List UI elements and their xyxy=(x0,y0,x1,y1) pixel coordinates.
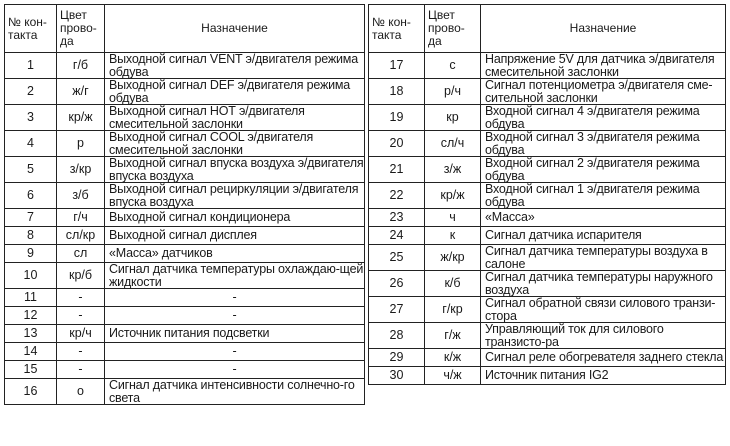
table-row xyxy=(369,245,726,271)
table-row xyxy=(5,263,365,289)
wire-color-cell: г/кр xyxy=(425,297,481,323)
table-row xyxy=(369,183,726,209)
table-row xyxy=(369,79,726,105)
table-row xyxy=(369,105,726,131)
wire-color-cell: кр/ж xyxy=(425,183,481,209)
purpose-cell: Выходной сигнал рециркуляции э/двигателя впуска воздуха xyxy=(105,183,365,209)
table-row xyxy=(369,297,726,323)
wire-color-cell: ч/ж xyxy=(425,367,481,385)
wire-color-cell: г/ч xyxy=(57,209,105,227)
contact-number-cell: 28 xyxy=(369,323,425,349)
wire-color-cell: - xyxy=(57,307,105,325)
contact-number-cell: 20 xyxy=(369,131,425,157)
wire-color-cell: сл xyxy=(57,245,105,263)
contact-number-cell: 23 xyxy=(369,209,425,227)
contact-number-cell: 9 xyxy=(5,245,57,263)
wire-color-cell: с xyxy=(425,53,481,79)
contact-number-cell: 22 xyxy=(369,183,425,209)
contact-number-cell: 29 xyxy=(369,349,425,367)
contact-number-cell: 3 xyxy=(5,105,57,131)
header-purpose: Назначение xyxy=(481,5,726,53)
table-row xyxy=(5,289,365,307)
table-row xyxy=(5,105,365,131)
purpose-cell: Выходной сигнал DEF э/двигателя режима обдува xyxy=(105,79,365,105)
wire-color-cell: г/б xyxy=(57,53,105,79)
contact-number-cell: 15 xyxy=(5,361,57,379)
table-row xyxy=(369,209,726,227)
wire-color-cell: - xyxy=(57,361,105,379)
header-contact-number: № кон- такта xyxy=(369,5,425,53)
table-row xyxy=(369,367,726,385)
wire-color-cell: р xyxy=(57,131,105,157)
table-row xyxy=(369,157,726,183)
header-wire-color: Цвет прово- да xyxy=(57,5,105,53)
purpose-cell: Сигнал датчика испарителя xyxy=(481,227,726,245)
header-wire-color: Цвет прово- да xyxy=(425,5,481,53)
table-row xyxy=(5,79,365,105)
purpose-cell: Входной сигнал 2 э/двигателя режима обдува xyxy=(481,157,726,183)
wire-color-cell: к xyxy=(425,227,481,245)
header-purpose: Назначение xyxy=(105,5,365,53)
contact-number-cell: 21 xyxy=(369,157,425,183)
contact-number-cell: 19 xyxy=(369,105,425,131)
purpose-cell: «Масса» xyxy=(481,209,726,227)
wire-color-cell: к/б xyxy=(425,271,481,297)
purpose-cell: - xyxy=(105,343,365,361)
purpose-cell: Входной сигнал 4 э/двигателя режима обдува xyxy=(481,105,726,131)
contact-number-cell: 1 xyxy=(5,53,57,79)
contact-number-cell: 24 xyxy=(369,227,425,245)
purpose-cell: Входной сигнал 1 э/двигателя режима обдува xyxy=(481,183,726,209)
wire-color-cell: з/кр xyxy=(57,157,105,183)
contact-number-cell: 14 xyxy=(5,343,57,361)
purpose-cell: - xyxy=(105,289,365,307)
wire-color-cell: сл/ч xyxy=(425,131,481,157)
table-row xyxy=(5,325,365,343)
connector-table-right xyxy=(368,4,726,385)
contact-number-cell: 17 xyxy=(369,53,425,79)
table-row xyxy=(5,183,365,209)
wire-color-cell: сл/кр xyxy=(57,227,105,245)
table-row xyxy=(369,323,726,349)
purpose-cell: Управляющий ток для силового транзисто-ра xyxy=(481,323,726,349)
wire-color-cell: ж/г xyxy=(57,79,105,105)
table-row xyxy=(369,271,726,297)
table-row xyxy=(5,53,365,79)
table-row xyxy=(369,131,726,157)
purpose-cell: Напряжение 5V для датчика э/двигателя смесительной заслонки xyxy=(481,53,726,79)
table-row xyxy=(5,209,365,227)
purpose-cell: Сигнал датчика температуры воздуха в салоне xyxy=(481,245,726,271)
table-row xyxy=(5,307,365,325)
contact-number-cell: 4 xyxy=(5,131,57,157)
wire-color-cell: - xyxy=(57,289,105,307)
connector-table-left xyxy=(4,4,365,405)
table-row xyxy=(5,379,365,405)
contact-number-cell: 16 xyxy=(5,379,57,405)
purpose-cell: «Масса» датчиков xyxy=(105,245,365,263)
purpose-cell: Выходной сигнал VENT э/двигателя режима обдува xyxy=(105,53,365,79)
wire-color-cell: з/ж xyxy=(425,157,481,183)
purpose-cell: Выходной сигнал впуска воздуха э/двигателя впуска воздуха xyxy=(105,157,365,183)
purpose-cell: Источник питания подсветки xyxy=(105,325,365,343)
contact-number-cell: 5 xyxy=(5,157,57,183)
contact-number-cell: 8 xyxy=(5,227,57,245)
contact-number-cell: 12 xyxy=(5,307,57,325)
purpose-cell: Выходной сигнал дисплея xyxy=(105,227,365,245)
table-row xyxy=(5,131,365,157)
table-row xyxy=(5,361,365,379)
contact-number-cell: 7 xyxy=(5,209,57,227)
contact-number-cell: 30 xyxy=(369,367,425,385)
wire-color-cell: з/б xyxy=(57,183,105,209)
contact-number-cell: 11 xyxy=(5,289,57,307)
purpose-cell: - xyxy=(105,361,365,379)
table-row xyxy=(5,227,365,245)
table-row xyxy=(369,227,726,245)
purpose-cell: Входной сигнал 3 э/двигателя режима обдува xyxy=(481,131,726,157)
purpose-cell: Сигнал обратной связи силового транзи-стора xyxy=(481,297,726,323)
table-row xyxy=(5,343,365,361)
purpose-cell: Источник питания IG2 xyxy=(481,367,726,385)
purpose-cell: Сигнал реле обогревателя заднего стекла xyxy=(481,349,726,367)
wire-color-cell: кр/ч xyxy=(57,325,105,343)
contact-number-cell: 26 xyxy=(369,271,425,297)
wire-color-cell: ч xyxy=(425,209,481,227)
purpose-cell: Выходной сигнал COOL э/двигателя смесительной заслонки xyxy=(105,131,365,157)
purpose-cell: Сигнал потенциометра э/двигателя сме-сительной заслонки xyxy=(481,79,726,105)
contact-number-cell: 27 xyxy=(369,297,425,323)
purpose-cell: Выходной сигнал НОТ э/двигателя смесительной заслонки xyxy=(105,105,365,131)
wire-color-cell: о xyxy=(57,379,105,405)
wire-color-cell: ж/кр xyxy=(425,245,481,271)
wire-color-cell: р/ч xyxy=(425,79,481,105)
table-header-row xyxy=(5,5,365,53)
table-row xyxy=(5,157,365,183)
wire-color-cell: г/ж xyxy=(425,323,481,349)
wire-color-cell: кр/б xyxy=(57,263,105,289)
wire-color-cell: кр/ж xyxy=(57,105,105,131)
purpose-cell: Сигнал датчика температуры охлаждаю-щей жидкости xyxy=(105,263,365,289)
contact-number-cell: 2 xyxy=(5,79,57,105)
wire-color-cell: кр xyxy=(425,105,481,131)
contact-number-cell: 13 xyxy=(5,325,57,343)
contact-number-cell: 10 xyxy=(5,263,57,289)
header-contact-number: № кон- такта xyxy=(5,5,57,53)
table-row xyxy=(5,245,365,263)
contact-number-cell: 18 xyxy=(369,79,425,105)
contact-number-cell: 6 xyxy=(5,183,57,209)
wire-color-cell: к/ж xyxy=(425,349,481,367)
table-header-row xyxy=(369,5,726,53)
purpose-cell: - xyxy=(105,307,365,325)
purpose-cell: Выходной сигнал кондиционера xyxy=(105,209,365,227)
wire-color-cell: - xyxy=(57,343,105,361)
table-row xyxy=(369,349,726,367)
purpose-cell: Сигнал датчика интенсивности солнечно-го света xyxy=(105,379,365,405)
table-row xyxy=(369,53,726,79)
contact-number-cell: 25 xyxy=(369,245,425,271)
purpose-cell: Сигнал датчика температуры наружного воздуха xyxy=(481,271,726,297)
